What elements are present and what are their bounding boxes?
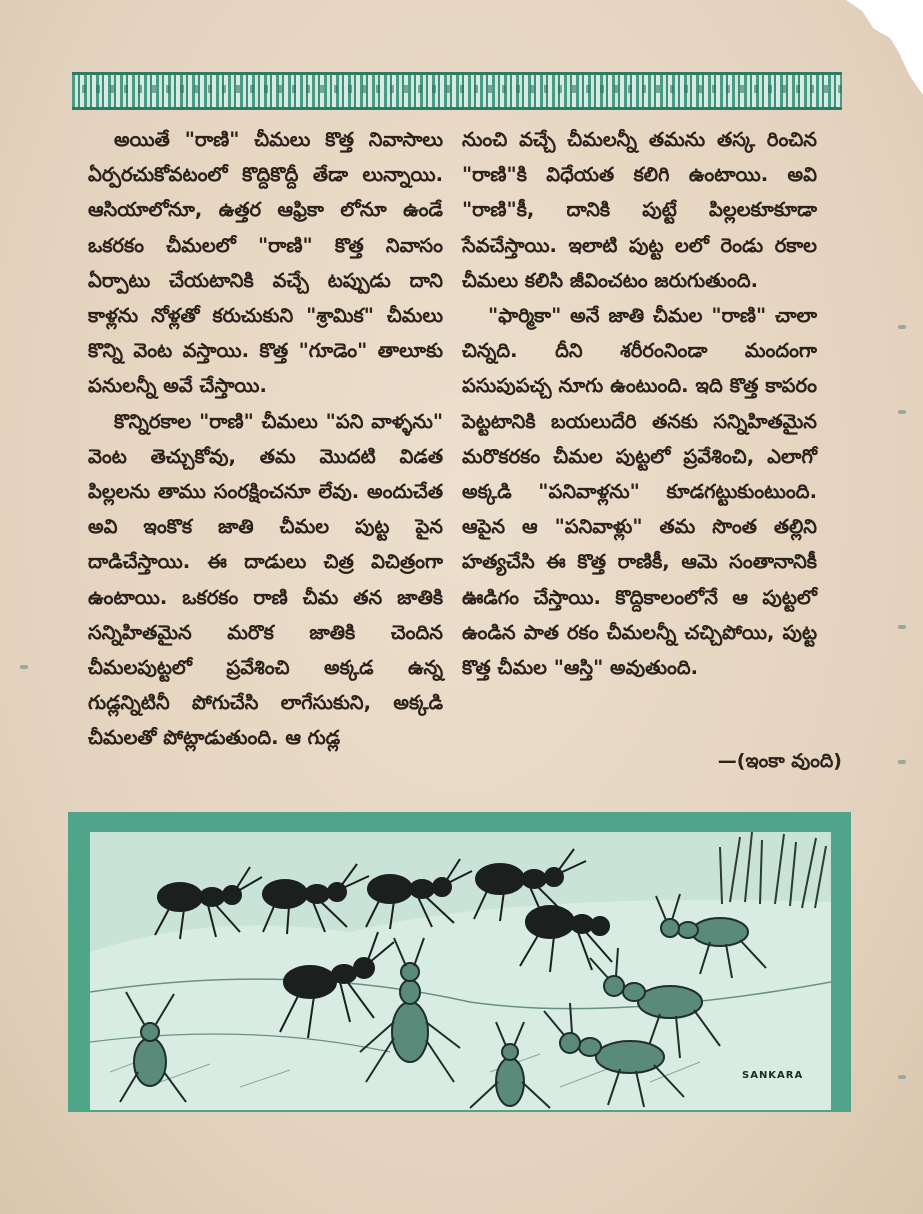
article-right-column	[462, 122, 817, 685]
paragraph: నుంచి వచ్చే చీమలన్నీ తమను తస్క రించిన "రాణి"కి విధేయత కలిగి ఉంటాయి. అవి "రాణి"కీ, దానికి పుట్టే పిల్లలకూకూడా సేవచేస్తాయి. ఇలాటి పుట్ట లలో రెండు రకాల చీమలు కలిసి జీవించటం జరుగుతుంది.	[462, 128, 817, 292]
paragraph: కొన్నిరకాల "రాణి" చీమలు "పని వాళ్ళను" వెంట తెచ్చుకోవు, తమ మొదటి విడత పిల్లలను తాము సంరక్షించనూ లేవు. అందుచేత అవి ఇంకొక జాతి చీమల పుట్ట పైన దాడిచేస్తాయి. ఈ దాడులు చిత్ర విచిత్రంగా ఉంటాయి. ఒకరకం రాణి చీమ తన జాతికి సన్నిహితమైన మరొక జాతికి చెందిన చీమలపుట్టలో ప్రవేశించి అక్కడ ఉన్న గుడ్లన్నిటినీ పోగుచేసి లాగేసుకుని, అక్కడి చీమలతో పోట్లాడుతుంది. ఆ గుడ్ల	[88, 409, 443, 750]
paragraph: అయితే "రాణి" చీమలు కొత్త నివాసాలు ఏర్పరచుకోవటంలో కొద్దికొద్దీ తేడా లున్నాయి. ఆసియాలోనూ, ఉత్తర ఆఫ్రికా లోనూ ఉండే ఒకరకం చీమలలో "రాణి" కొత్త నివాసం ఏర్పాటు చేయటానికి వచ్చే టప్పుడు దాని కాళ్లను నోళ్లతో కరుచుకుని "శ్రామిక" చీమలు కొన్ని వెంట వస్తాయి. కొత్త "గూడెం" తాలూకు పనులన్నీ అవే చేస్తాయి.	[88, 128, 443, 398]
decorative-border	[72, 72, 842, 110]
ants-illustration	[90, 832, 831, 1110]
paragraph: "ఫార్మికా" అనే జాతి చీమల "రాణి" చాలా చిన్నది. దీని శరీరంనిండా మందంగా పసుపుపచ్చ నూగు ఉంటుంది. ఇది కొత్త కాపరం పెట్టటానికి బయలుదేరి తనకు సన్నిహితమైన మరొకరకం చీమల పుట్టలో ప్రవేశించి, ఎలాగో అక్కడి "పనివాళ్లను" కూడగట్టుకుంటుంది. ఆపైన ఆ "పనివాళ్లు" తమ సొంత తల్లిని హత్యచేసి ఈ కొత్త రాణికీ, ఆమె సంతానానికీ ఊడిగం చేస్తాయి. కొద్దికాలంలోనే ఆ పుట్టలో ఉండిన పాత రకం చీమలన్నీ చచ్చిపోయి, పుట్ట కొత్త చీమల "ఆస్తి" అవుతుంది.	[462, 304, 817, 680]
article-left-column	[88, 122, 443, 756]
illustrator-signature: SANKARA	[742, 1070, 804, 1081]
continued-note: —(ఇంకా వుంది)	[717, 750, 842, 772]
